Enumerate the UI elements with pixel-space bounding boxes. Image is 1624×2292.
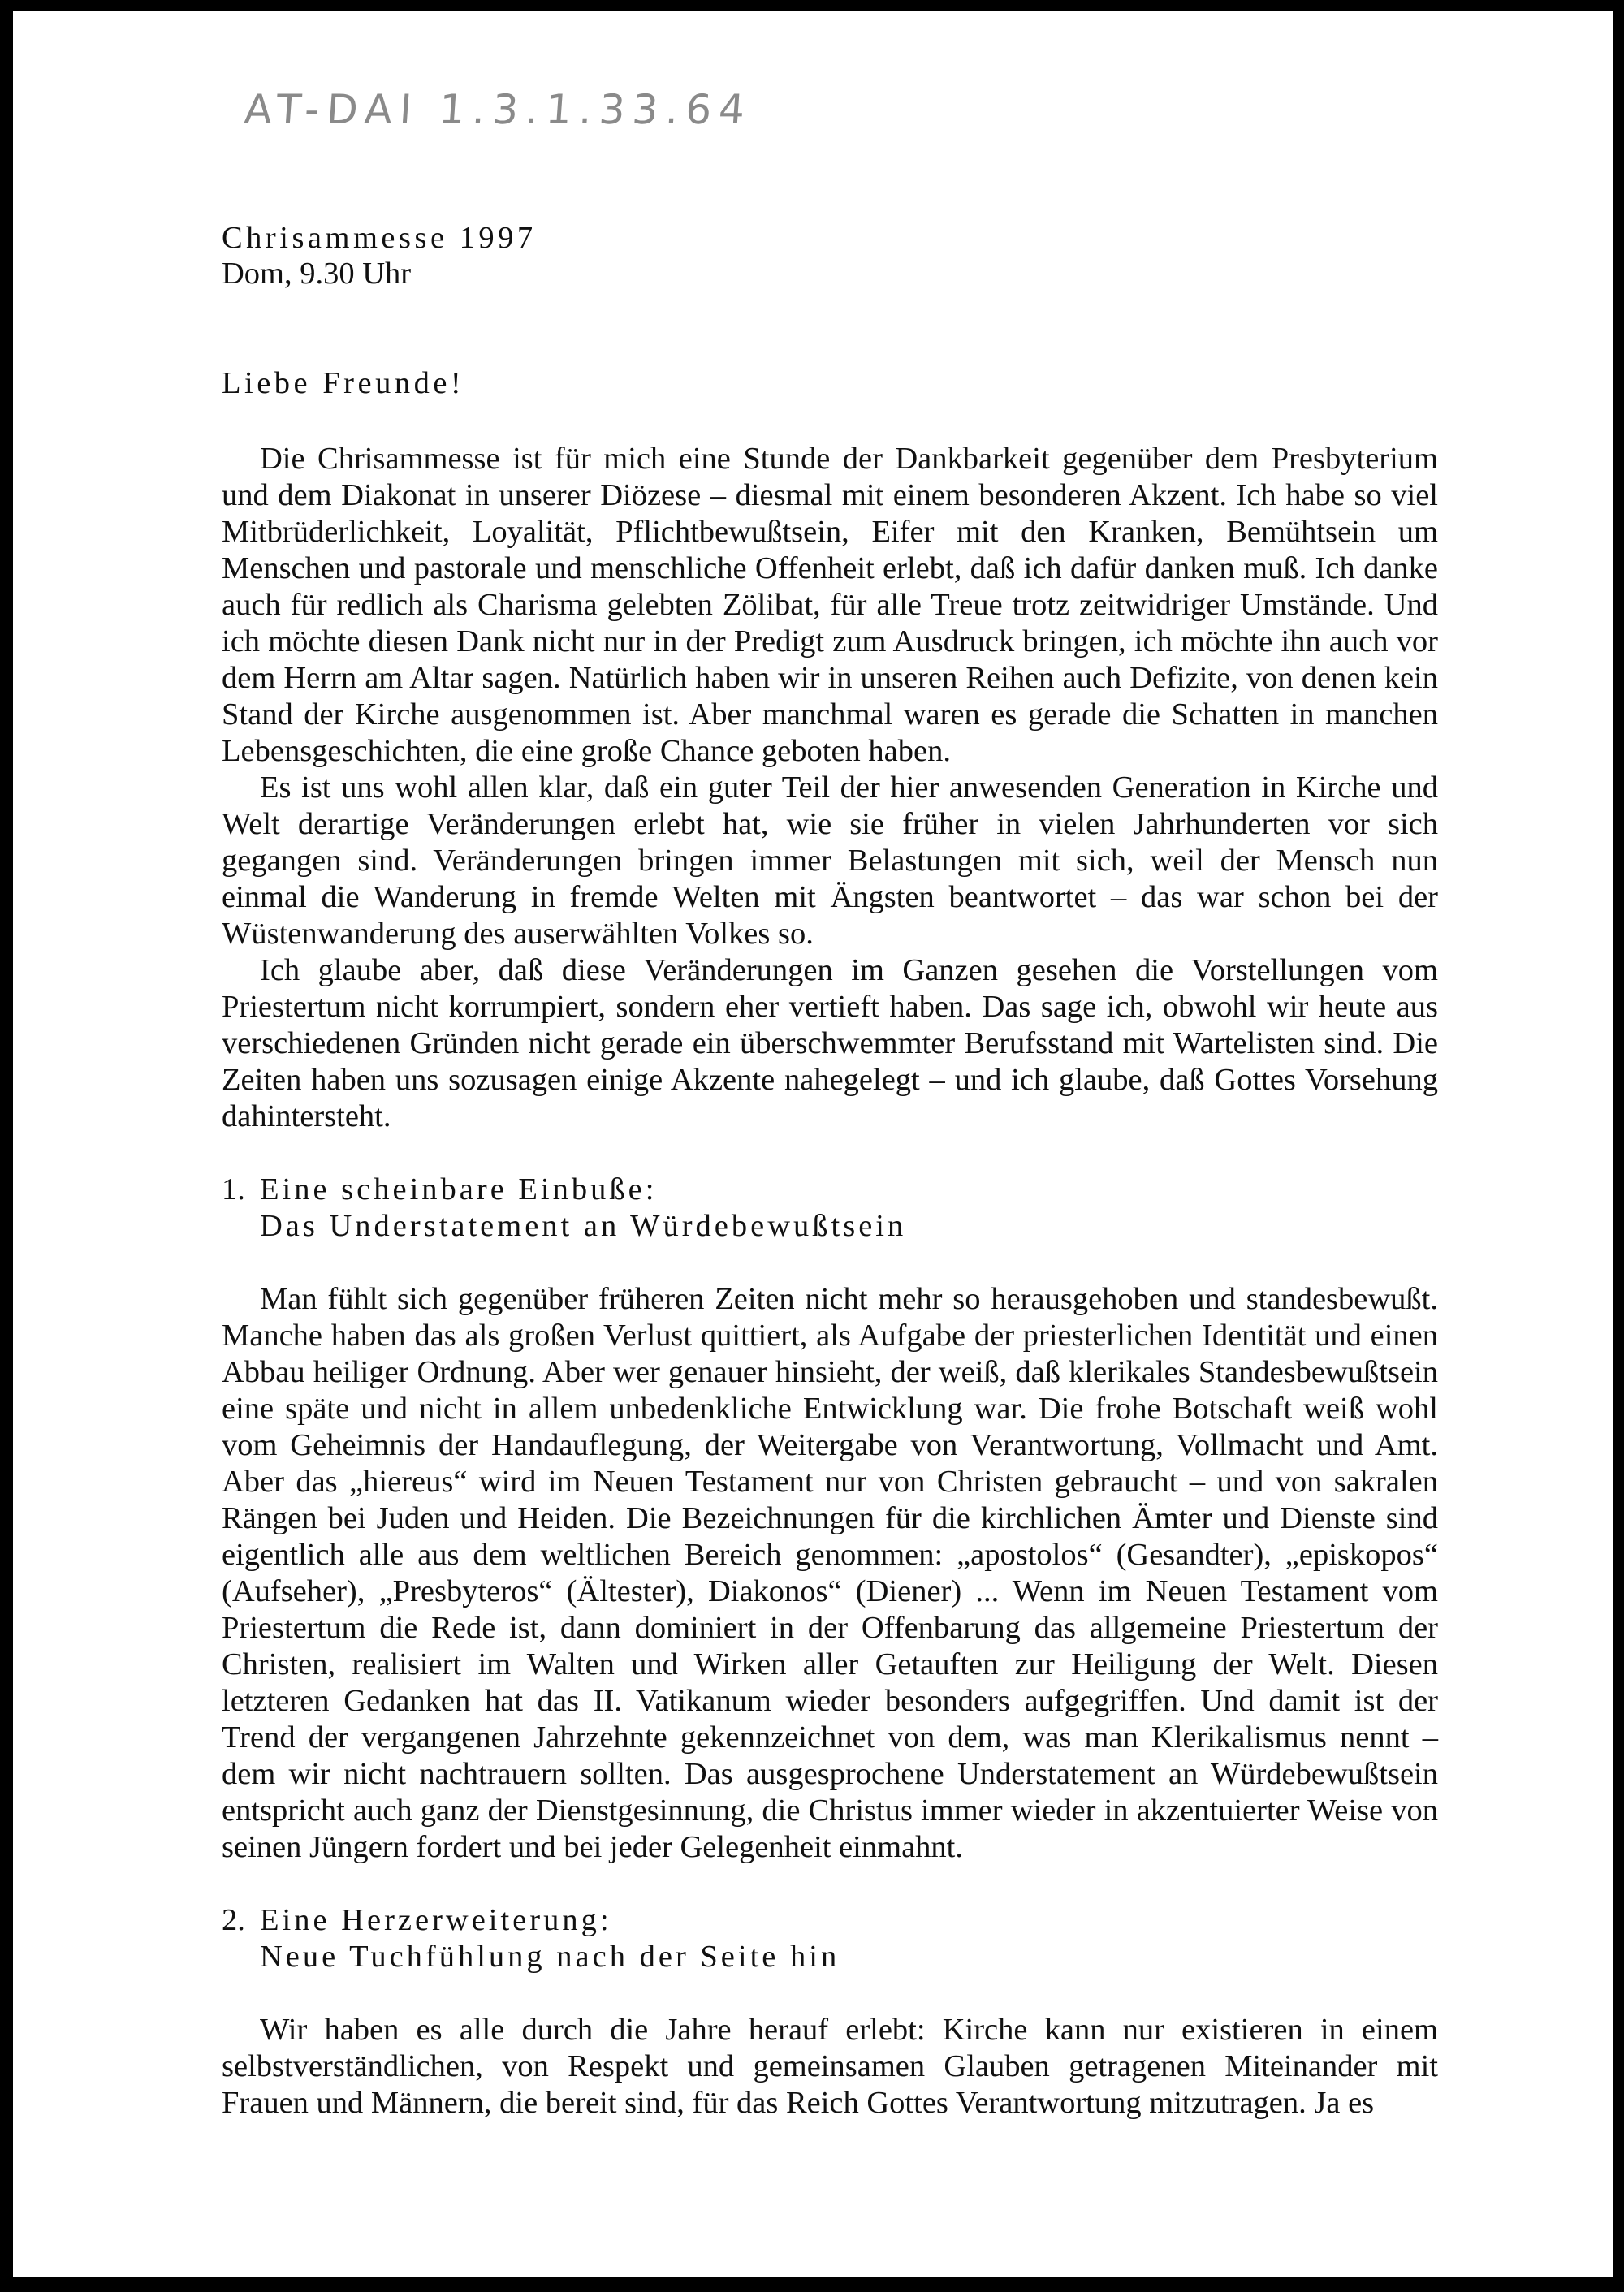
section-heading-1	[222, 1172, 1438, 1208]
paragraph: Wir haben es alle durch die Jahre herauf erlebt: Kirche kann nur existieren in einem selbstverständlichen, von Respekt und gemeinsamen Glauben getragenen Miteinander mit Frauen und Männern, die bereit sind, für das Reich Gottes Verantwortung mitzutragen. Ja es	[222, 2013, 1438, 2120]
paragraph: Es ist uns wohl allen klar, daß ein guter Teil der hier anwesenden Generation in Kirche und Welt derartige Veränderungen erlebt hat, wie sie früher in vielen Jahrhunderten vor sich gegangen sind. Veränderungen bringen immer Belastungen mit sich, weil der Mensch nun einmal die Wanderung in fremde Welten mit Ängsten beantwortet – das war schon bei der Wüstenwanderung des auserwählten Volkes so.	[222, 770, 1438, 951]
archive-signature-handwritten: AT-DAI 1.3.1.33.64	[242, 86, 754, 133]
paragraph: Ich glaube aber, daß diese Veränderungen im Ganzen gesehen die Vorstellungen vom Priestertum nicht korrumpiert, sondern eher vertieft haben. Das sage ich, obwohl wir heute aus verschiedenen Gründen nicht gerade ein überschwemmter Berufsstand mit Wartelisten sind. Die Zeiten haben uns sozusagen einige Akzente nahegelegt – und ich glaube, daß Gottes Vorsehung dahintersteht.	[222, 953, 1438, 1133]
section-heading-text: Eine scheinbare Einbuße:	[260, 1172, 658, 1206]
document-page	[13, 11, 1613, 2277]
body-text	[222, 441, 1438, 2122]
salutation: Liebe Freunde!	[222, 366, 465, 400]
section-number: 1.	[222, 1172, 245, 1206]
document-title: Chrisammesse 1997	[222, 221, 537, 255]
section-heading-2	[222, 1902, 1438, 1939]
paragraph: Man fühlt sich gegenüber früheren Zeiten nicht mehr so herausgehoben und standesbewußt. Manche haben das als großen Verlust quittiert, als Aufgabe der priesterlichen Identität und einen Abbau heiliger Ordnung. Aber wer genauer hinsieht, der weiß, daß klerikales Standesbewußtsein eine späte und nicht in allem unbedenkliche Entwicklung war. Die frohe Botschaft weiß wohl vom Geheimnis der Handauflegung, der Weitergabe von Verantwortung, Vollmacht und Amt. Aber das „hiereus“ wird im Neuen Testament nur von Christen gebraucht – und von sakralen Rängen bei Juden und Heiden. Die Bezeichnungen für die kirchlichen Ämter und Dienste sind eigentlich alle aus dem weltlichen Bereich genommen: „apostolos“ (Gesandter), „episkopos“ (Aufseher), „Presbyteros“ (Ältester), Diakonos“ (Diener) ... Wenn im Neuen Testament vom Priestertum die Rede ist, dann dominiert in der Offenbarung das allgemeine Priestertum der Christen, realisiert im Walten und Wirken aller Getauften zur Heiligung der Welt. Diesen letzteren Gedanken hat das II. Vatikanum wieder besonders aufgegriffen. Und damit ist der Trend der vergangenen Jahrzehnte gekennzeichnet von dem, was man Klerikalismus nennt – dem wir nicht nachtrauern sollten. Das ausgesprochene Understatement an Würdebewußtsein entspricht auch ganz der Dienstgesinnung, die Christus immer wieder in akzentuierter Weise von seinen Jüngern fordert und bei jeder Gelegenheit einmahnt.	[222, 1282, 1438, 1864]
section-subheading-1: Das Understatement an Würdebewußtsein	[260, 1209, 907, 1243]
section-subheading-2: Neue Tuchfühlung nach der Seite hin	[260, 1940, 840, 1974]
section-heading-text: Eine Herzerweiterung:	[260, 1903, 612, 1937]
section-number: 2.	[222, 1903, 245, 1937]
document-location-time: Dom, 9.30 Uhr	[222, 257, 412, 291]
paragraph: Die Chrisammesse ist für mich eine Stunde der Dankbarkeit gegenüber dem Presbyterium und dem Diakonat in unserer Diözese – diesmal mit einem besonderen Akzent. Ich habe so viel Mitbrüderlichkeit, Loyalität, Pflichtbewußtsein, Eifer mit den Kranken, Bemühtsein um Menschen und pastorale und menschliche Offenheit erlebt, daß ich dafür danken muß. Ich danke auch für redlich als Charisma gelebten Zölibat, für alle Treue trotz zeitwidriger Umstände. Und ich möchte diesen Dank nicht nur in der Predigt zum Ausdruck bringen, ich möchte ihn auch vor dem Herrn am Altar sagen. Natürlich haben wir in unseren Reihen auch Defizite, von denen kein Stand der Kirche ausgenommen ist. Aber manchmal waren es gerade die Schatten in manchen Lebensgeschichten, die eine große Chance geboten haben.	[222, 442, 1438, 768]
